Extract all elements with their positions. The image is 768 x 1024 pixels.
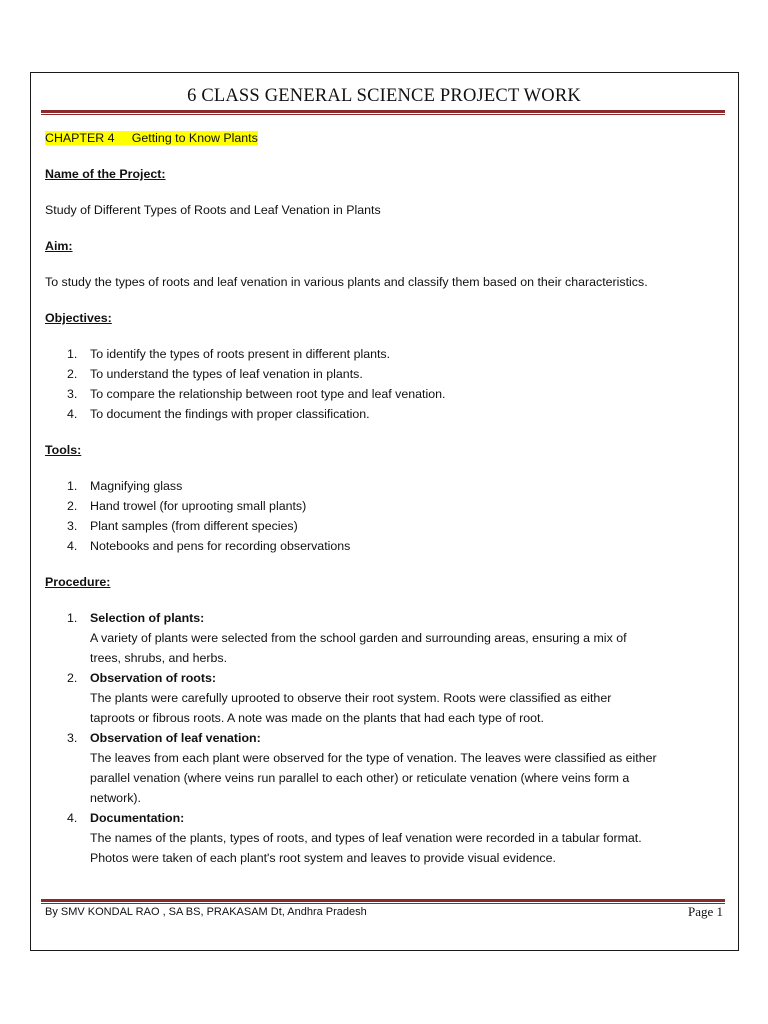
list-item: 2. To understand the types of leaf venation in plants. xyxy=(67,367,363,381)
procedure-heading: Procedure: xyxy=(45,575,111,589)
step-title: Documentation: xyxy=(90,811,185,825)
list-item: 2. Hand trowel (for uprooting small plants) xyxy=(67,499,307,513)
page-number: Page 1 xyxy=(687,904,723,919)
header-rule xyxy=(41,110,725,115)
step-line: parallel venation (where veins run parallel to each other) or reticulate venation (where veins form a xyxy=(90,771,630,785)
procedure-step: 4. Documentation: The names of the plants, types of roots, and types of leaf venation were recorded in a tabular format. Photos were taken of each plant's root system and leaves to provide visual evidence. xyxy=(45,808,725,868)
step-line: The names of the plants, types of roots, and types of leaf venation were recorded in a tabular format. xyxy=(90,831,642,845)
procedure-step: 2. Observation of roots: The plants were carefully uprooted to observe their root system. Roots were classified as either taproots or fibrous roots. A note was made on the plants that had each type of root. xyxy=(45,668,725,728)
procedure-step: 3. Observation of leaf venation: The leaves from each plant were observed for the type of venation. The leaves were classified as either parallel venation (where veins run parallel to each other) or reticulate venation (where veins form a network). xyxy=(45,728,725,808)
step-line: Photos were taken of each plant's root system and leaves to provide visual evidence. xyxy=(90,851,556,865)
step-line: network). xyxy=(90,791,141,805)
step-line: taproots or fibrous roots. A note was made on the plants that had each type of root. xyxy=(90,711,544,725)
footer-rule xyxy=(41,899,725,904)
footer-author: By SMV KONDAL RAO , SA BS, PRAKASAM Dt, Andhra Pradesh xyxy=(45,906,367,918)
aim-heading: Aim: xyxy=(45,239,73,253)
procedure-step: 1. Selection of plants: A variety of plants were selected from the school garden and surrounding areas, ensuring a mix of trees, shrubs, and herbs. xyxy=(45,608,725,668)
tools-heading: Tools: xyxy=(45,443,82,457)
step-title: Observation of roots: xyxy=(90,671,216,685)
step-title: Observation of leaf venation: xyxy=(90,731,261,745)
step-line: The leaves from each plant were observed for the type of venation. The leaves were classified as either xyxy=(90,751,657,765)
chapter-label: CHAPTER 4 xyxy=(45,131,115,145)
list-item: 4. Notebooks and pens for recording observations xyxy=(67,539,351,553)
chapter-title: Getting to Know Plants xyxy=(131,131,258,145)
chapter-highlight xyxy=(45,131,258,145)
list-item: 1. To identify the types of roots present in different plants. xyxy=(67,347,391,361)
list-item: 3. Plant samples (from different species) xyxy=(67,519,298,533)
project-name-text: Study of Different Types of Roots and Leaf Venation in Plants xyxy=(45,203,381,217)
step-line: trees, shrubs, and herbs. xyxy=(90,651,228,665)
step-title: Selection of plants: xyxy=(90,611,205,625)
step-line: A variety of plants were selected from the school garden and surrounding areas, ensuring a mix of xyxy=(90,631,627,645)
page-footer xyxy=(45,906,723,918)
project-name-heading: Name of the Project: xyxy=(45,167,166,181)
procedure-list xyxy=(45,608,725,868)
objectives-heading: Objectives: xyxy=(45,311,112,325)
chapter-line xyxy=(45,128,725,148)
aim-text: To study the types of roots and leaf venation in various plants and classify them based on their characteristics. xyxy=(45,275,648,289)
list-item: 1. Magnifying glass xyxy=(67,479,183,493)
page-title: 6 CLASS GENERAL SCIENCE PROJECT WORK xyxy=(187,86,581,106)
objectives-list xyxy=(45,344,725,424)
tools-list xyxy=(45,476,725,556)
list-item: 3. To compare the relationship between root type and leaf venation. xyxy=(67,387,446,401)
step-line: The plants were carefully uprooted to observe their root system. Roots were classified as either xyxy=(90,691,612,705)
list-item: 4. To document the findings with proper classification. xyxy=(67,407,370,421)
document-body xyxy=(45,128,725,868)
